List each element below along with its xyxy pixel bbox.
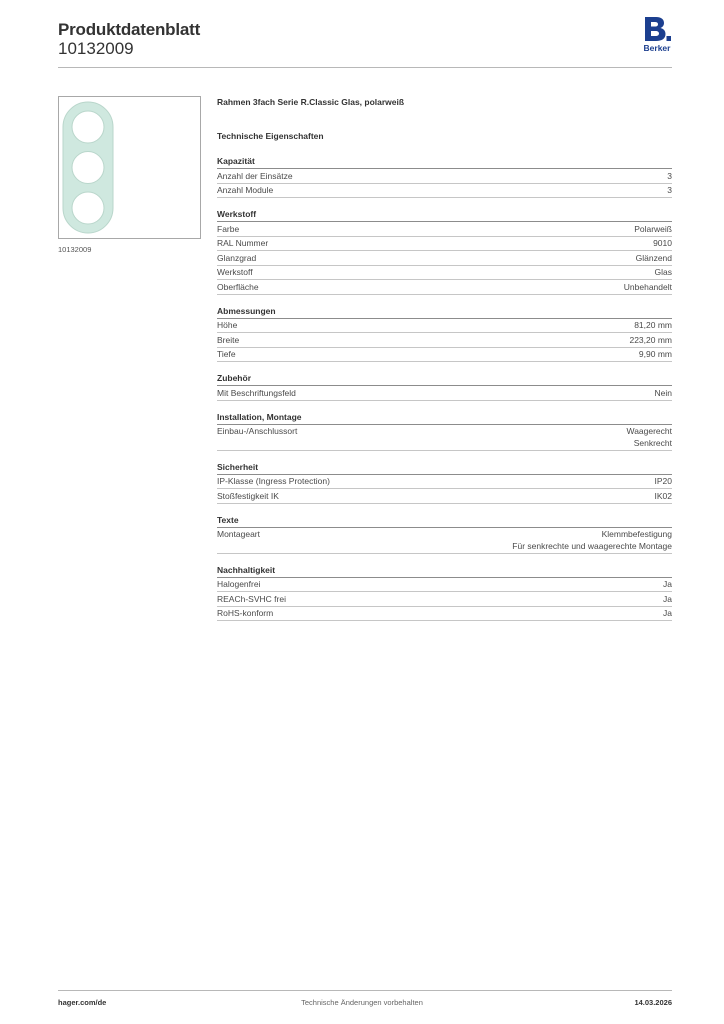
spec-row-values [655,267,672,279]
spec-row-label: Mit Beschriftungsfeld [217,387,296,398]
spec-row-value: 3 [667,185,672,195]
footer-disclaimer: Technische Änderungen vorbehalten [301,998,423,1007]
spec-row-label: Einbau-/Anschlussort [217,426,298,436]
spec-row-label: Oberfläche [217,281,259,292]
spec-row-value: Ja [663,608,672,618]
spec-row-label: Werkstoff [217,267,253,277]
spec-row-label: IP-Klasse (Ingress Protection) [217,476,330,486]
spec-row [217,607,672,622]
spec-row [217,425,672,451]
spec-row-value: Glas [654,267,672,277]
spec-group-title: Installation, Montage [217,411,302,422]
footer-website[interactable]: hager.com/de [58,998,107,1007]
spec-row-label: Farbe [217,223,240,234]
spec-group [217,514,672,554]
spec-row-values [663,594,672,606]
spec-row-values [655,476,673,488]
spec-group-title: Abmessungen [217,305,276,316]
spec-group-title: Zubehör [217,373,251,383]
spec-row-values [634,224,672,236]
spec-row [217,237,672,252]
spec-row [217,386,672,401]
spec-row-value: Unbehandelt [623,281,672,292]
spec-row-label: Glanzgrad [217,252,257,263]
header-divider [58,67,672,68]
spec-row-values [624,282,672,294]
spec-row-label: Halogenfrei [217,579,261,589]
spec-group [217,305,672,363]
spec-row [217,222,672,237]
footer-divider [58,990,672,991]
spec-group [217,208,672,295]
article-number: 10132009 [58,39,134,58]
spec-row-value: Waagerecht [626,426,672,436]
spec-row [217,319,672,334]
spec-row-value: 3 [667,170,672,181]
spec-row [217,333,672,348]
spec-row-label: Anzahl Module [217,185,274,195]
spec-row-value: Ja [663,579,672,589]
product-name: Rahmen 3fach Serie R.Classic Glas, polarweiß [217,97,405,107]
spec-row-label: Tiefe [217,349,236,359]
spec-row-label: REACh-SVHC frei [217,593,286,604]
spec-row-label: Anzahl der Einsätze [217,170,293,181]
spec-row-value: Klemmbefestigung [601,529,672,539]
spec-row [217,592,672,607]
spec-row-values [655,491,673,503]
spec-row-label: Breite [217,334,240,345]
spec-row-value: Nein [654,387,672,398]
spec-row-values [629,335,672,347]
spec-row-value: 223,20 mm [629,334,672,345]
spec-row-label: Montageart [217,529,260,539]
spec-row-values [634,320,672,332]
berker-b-logo-icon [642,16,672,43]
spec-group-title: Kapazität [217,156,255,166]
spec-row [217,348,672,363]
spec-row [217,184,672,199]
spec-row [217,475,672,490]
spec-row-value: 81,20 mm [634,320,672,330]
spec-group [217,564,672,622]
spec-row [217,578,672,593]
spec-group-title: Nachhaltigkeit [217,564,276,575]
spec-row-values [636,253,672,265]
image-caption: 10132009 [58,245,92,254]
spec-row [217,169,672,184]
spec-row-values [653,238,672,250]
berker-logo [640,16,674,54]
spec-group [217,155,672,198]
spec-row-value: IP20 [654,476,672,486]
spec-row-values [663,608,672,620]
spec-row-label: Höhe [217,320,238,330]
spec-row [217,266,672,281]
spec-row-values [667,185,672,197]
spec-group-title: Werkstoff [217,209,257,219]
document-title: Produktdatenblatt [58,20,201,39]
spec-group-title: Texte [217,514,239,525]
spec-row [217,489,672,504]
spec-row-label: RAL Nummer [217,238,269,248]
spec-row-value: Ja [663,593,672,604]
spec-row-value: Glänzend [635,252,672,263]
spec-row-value: 9,90 mm [638,349,672,359]
spec-table [217,155,672,631]
logo-wordmark: Berker [643,43,671,53]
spec-row-values [655,388,672,400]
spec-row [217,528,672,554]
spec-row-value: 9010 [653,238,672,248]
spec-row-value: Für senkrechte und waagerechte Montage [512,540,672,551]
spec-row-values [667,171,672,183]
spec-row-values [512,529,672,552]
spec-group-title: Sicherheit [217,461,259,472]
spec-group [217,461,672,504]
spec-row-values [663,579,672,591]
footer-date: 14.03.2026 [634,998,672,1007]
section-heading: Technische Eigenschaften [217,131,324,141]
spec-row-value: Senkrecht [633,437,672,448]
product-image [58,96,201,239]
spec-row-value: Polarweiß [634,223,672,234]
spec-row-values [639,349,672,361]
frame-illustration [59,97,200,238]
spec-group [217,372,672,401]
spec-row-label: Stoßfestigkeit IK [217,490,279,501]
spec-row [217,251,672,266]
spec-row-values [626,426,672,449]
spec-group [217,411,672,451]
spec-row-label: RoHS-konform [217,608,274,618]
spec-row-value: IK02 [654,490,672,501]
spec-row [217,280,672,295]
